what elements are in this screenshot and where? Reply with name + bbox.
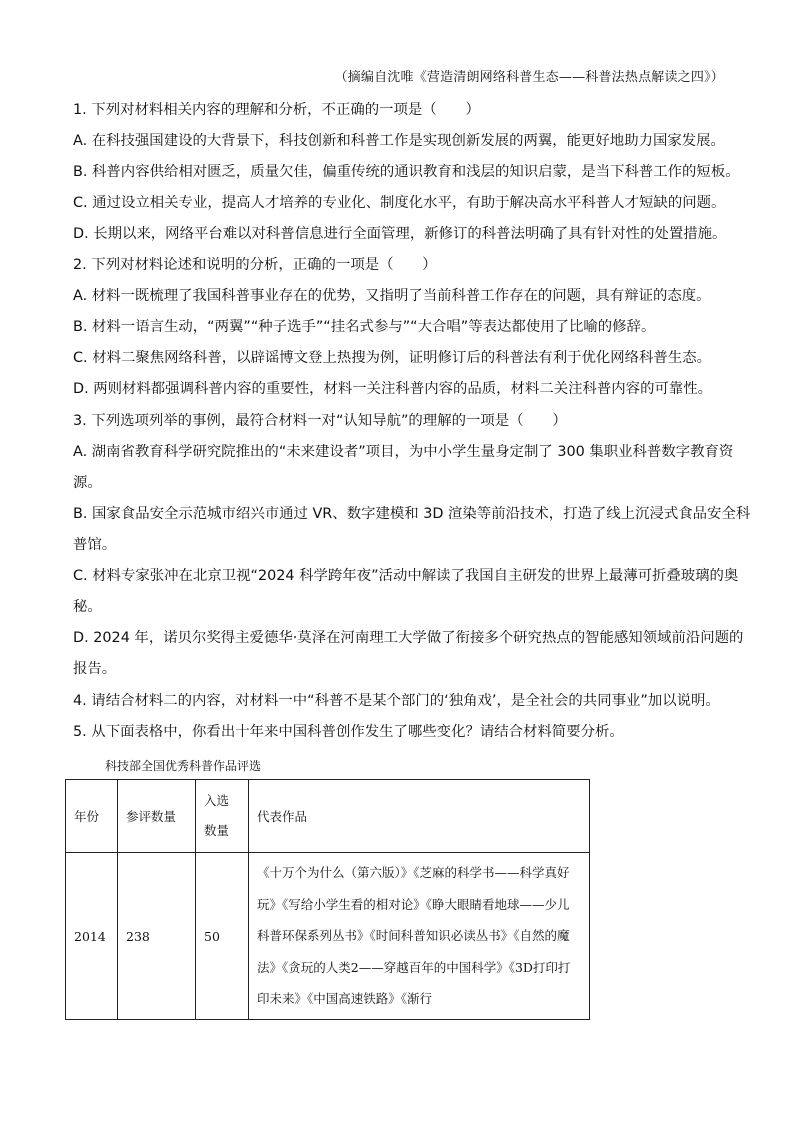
q3-option-b: B. 国家食品安全示范城市绍兴市通过 VR、数字建模和 3D 渲染等前沿技术，打造了线上沉浸式食品安全科 [73, 506, 751, 522]
source-citation: （摘编自沈唯《营造清朗网络科普生态——科普法热点解读之四》） [334, 70, 724, 85]
header-works: 代表作品 [249, 780, 590, 853]
header-count: 参评数量 [118, 780, 196, 853]
header-selected: 入选数量 [196, 780, 249, 853]
q1-option-a: A. 在科技强国建设的大背景下，科技创新和科普工作是实现创新发展的两翼，能更好地助力国家发展。 [73, 133, 725, 149]
q3-option-a-cont: 源。 [73, 475, 102, 491]
q2-option-d: D. 两则材料都强调科普内容的重要性，材料一关注科普内容的品质，材料二关注科普内容的可靠性。 [73, 381, 713, 397]
cell-year: 2014 [66, 853, 118, 1020]
table-caption: 科技部全国优秀科普作品评选 [105, 759, 262, 773]
table-row [66, 853, 590, 1020]
award-table [65, 779, 590, 1020]
q3-option-d-cont: 报告。 [73, 661, 117, 677]
question-2: 2. 下列对材料论述和说明的分析，正确的一项是（ ） [73, 257, 437, 273]
q1-option-d: D. 长期以来，网络平台难以对科普信息进行全面管理，新修订的科普法明确了具有针对性的处置措施。 [73, 226, 727, 242]
q3-option-c-cont: 秘。 [73, 599, 102, 615]
header-year: 年份 [66, 780, 118, 853]
q2-option-a: A. 材料一既梳理了我国科普事业存在的优势，又指明了当前科普工作存在的问题，具有辩证的态度。 [73, 288, 711, 304]
q3-option-b-cont: 普馆。 [73, 537, 117, 553]
cell-count: 238 [118, 853, 196, 1020]
q1-option-b: B. 科普内容供给相对匮乏，质量欠佳，偏重传统的通识教育和浅层的知识启蒙，是当下科普工作的短板。 [73, 164, 740, 180]
question-1: 1. 下列对材料相关内容的理解和分析，不正确的一项是（ ） [73, 102, 480, 118]
q2-option-b: B. 材料一语言生动，“两翼”“种子选手”“挂名式参与”“大合唱”等表达都使用了比喻的修辞。 [73, 319, 656, 335]
table-header-row [66, 780, 590, 853]
q2-option-c: C. 材料二聚焦网络科普，以辟谣博文登上热搜为例，证明修订后的科普法有利于优化网络科普生态。 [73, 350, 711, 366]
q3-option-d: D. 2024 年，诺贝尔奖得主爱德华·莫泽在河南理工大学做了衔接多个研究热点的智能感知领域前沿问题的 [73, 630, 744, 646]
question-3: 3. 下列选项列举的事例，最符合材料一对“认知导航”的理解的一项是（ ） [73, 413, 567, 429]
cell-selected: 50 [196, 853, 249, 1020]
question-5: 5. 从下面表格中，你看出十年来中国科普创作发生了哪些变化？请结合材料简要分析。 [73, 724, 624, 740]
question-4: 4. 请结合材料二的内容，对材料一中“科普不是某个部门的‘独角戏’，是全社会的共同事业”加以说明。 [73, 693, 720, 709]
q1-option-c: C. 通过设立相关专业，提高人才培养的专业化、制度化水平，有助于解决高水平科普人才短缺的问题。 [73, 195, 726, 211]
q3-option-c: C. 材料专家张冲在北京卫视“2024 科学跨年夜”活动中解读了我国自主研发的世界上最薄可折叠玻璃的奥 [73, 568, 739, 584]
q3-option-a: A. 湖南省教育科学研究院推出的“未来建设者”项目，为中小学生量身定制了 300 集职业科普数字教育资 [73, 444, 734, 460]
cell-works: 《十万个为什么（第六版）》《芝麻的科学书——科学真好玩》《写给小学生看的相对论》《睁大眼睛看地球——少儿科普环保系列丛书》《时间科普知识必读丛书》《自然的魔法》《贪玩的人类2——穿越百年的中国科学》《3D打印打印未来》《中国高速铁路》《渐行 [249, 853, 590, 1020]
